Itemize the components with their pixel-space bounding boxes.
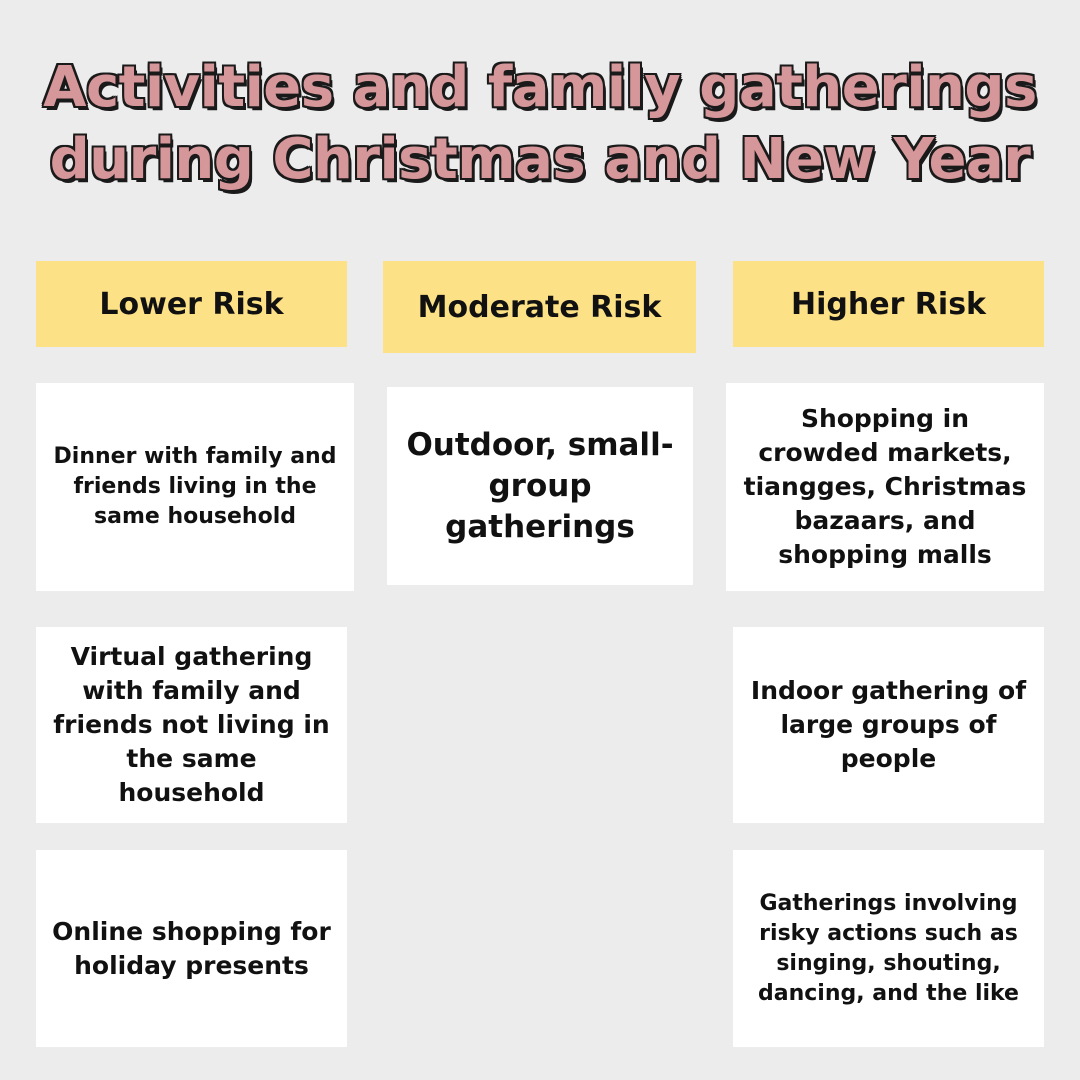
card-text: Virtual gathering with family and friends not living in the same household (53, 642, 330, 807)
page-title (0, 52, 1080, 196)
card-text: Indoor gathering of large groups of people (750, 676, 1027, 773)
card-text: Dinner with family and friends living in the same household (53, 444, 337, 529)
title-line-2: during Christmas and New Year (49, 127, 1031, 192)
card-higher-risk-2 (733, 627, 1044, 823)
title-line-1: Activities and family gatherings (43, 55, 1037, 120)
header-moderate-risk: Moderate Risk (383, 261, 696, 353)
card-higher-risk-1 (726, 383, 1044, 591)
card-moderate-risk-1 (387, 387, 693, 585)
card-text: Shopping in crowded markets, tiangges, Christmas bazaars, and shopping malls (743, 404, 1027, 569)
card-lower-risk-2 (36, 627, 347, 823)
card-lower-risk-1 (36, 383, 354, 591)
card-text: Outdoor, small-group gatherings (406, 426, 674, 545)
card-higher-risk-3 (733, 850, 1044, 1047)
card-lower-risk-3 (36, 850, 347, 1047)
card-text: Online shopping for holiday presents (52, 916, 331, 980)
header-higher-risk: Higher Risk (733, 261, 1044, 347)
card-text: Gatherings involving risky actions such as singing, shouting, dancing, and the like (758, 890, 1019, 1006)
header-lower-risk: Lower Risk (36, 261, 347, 347)
